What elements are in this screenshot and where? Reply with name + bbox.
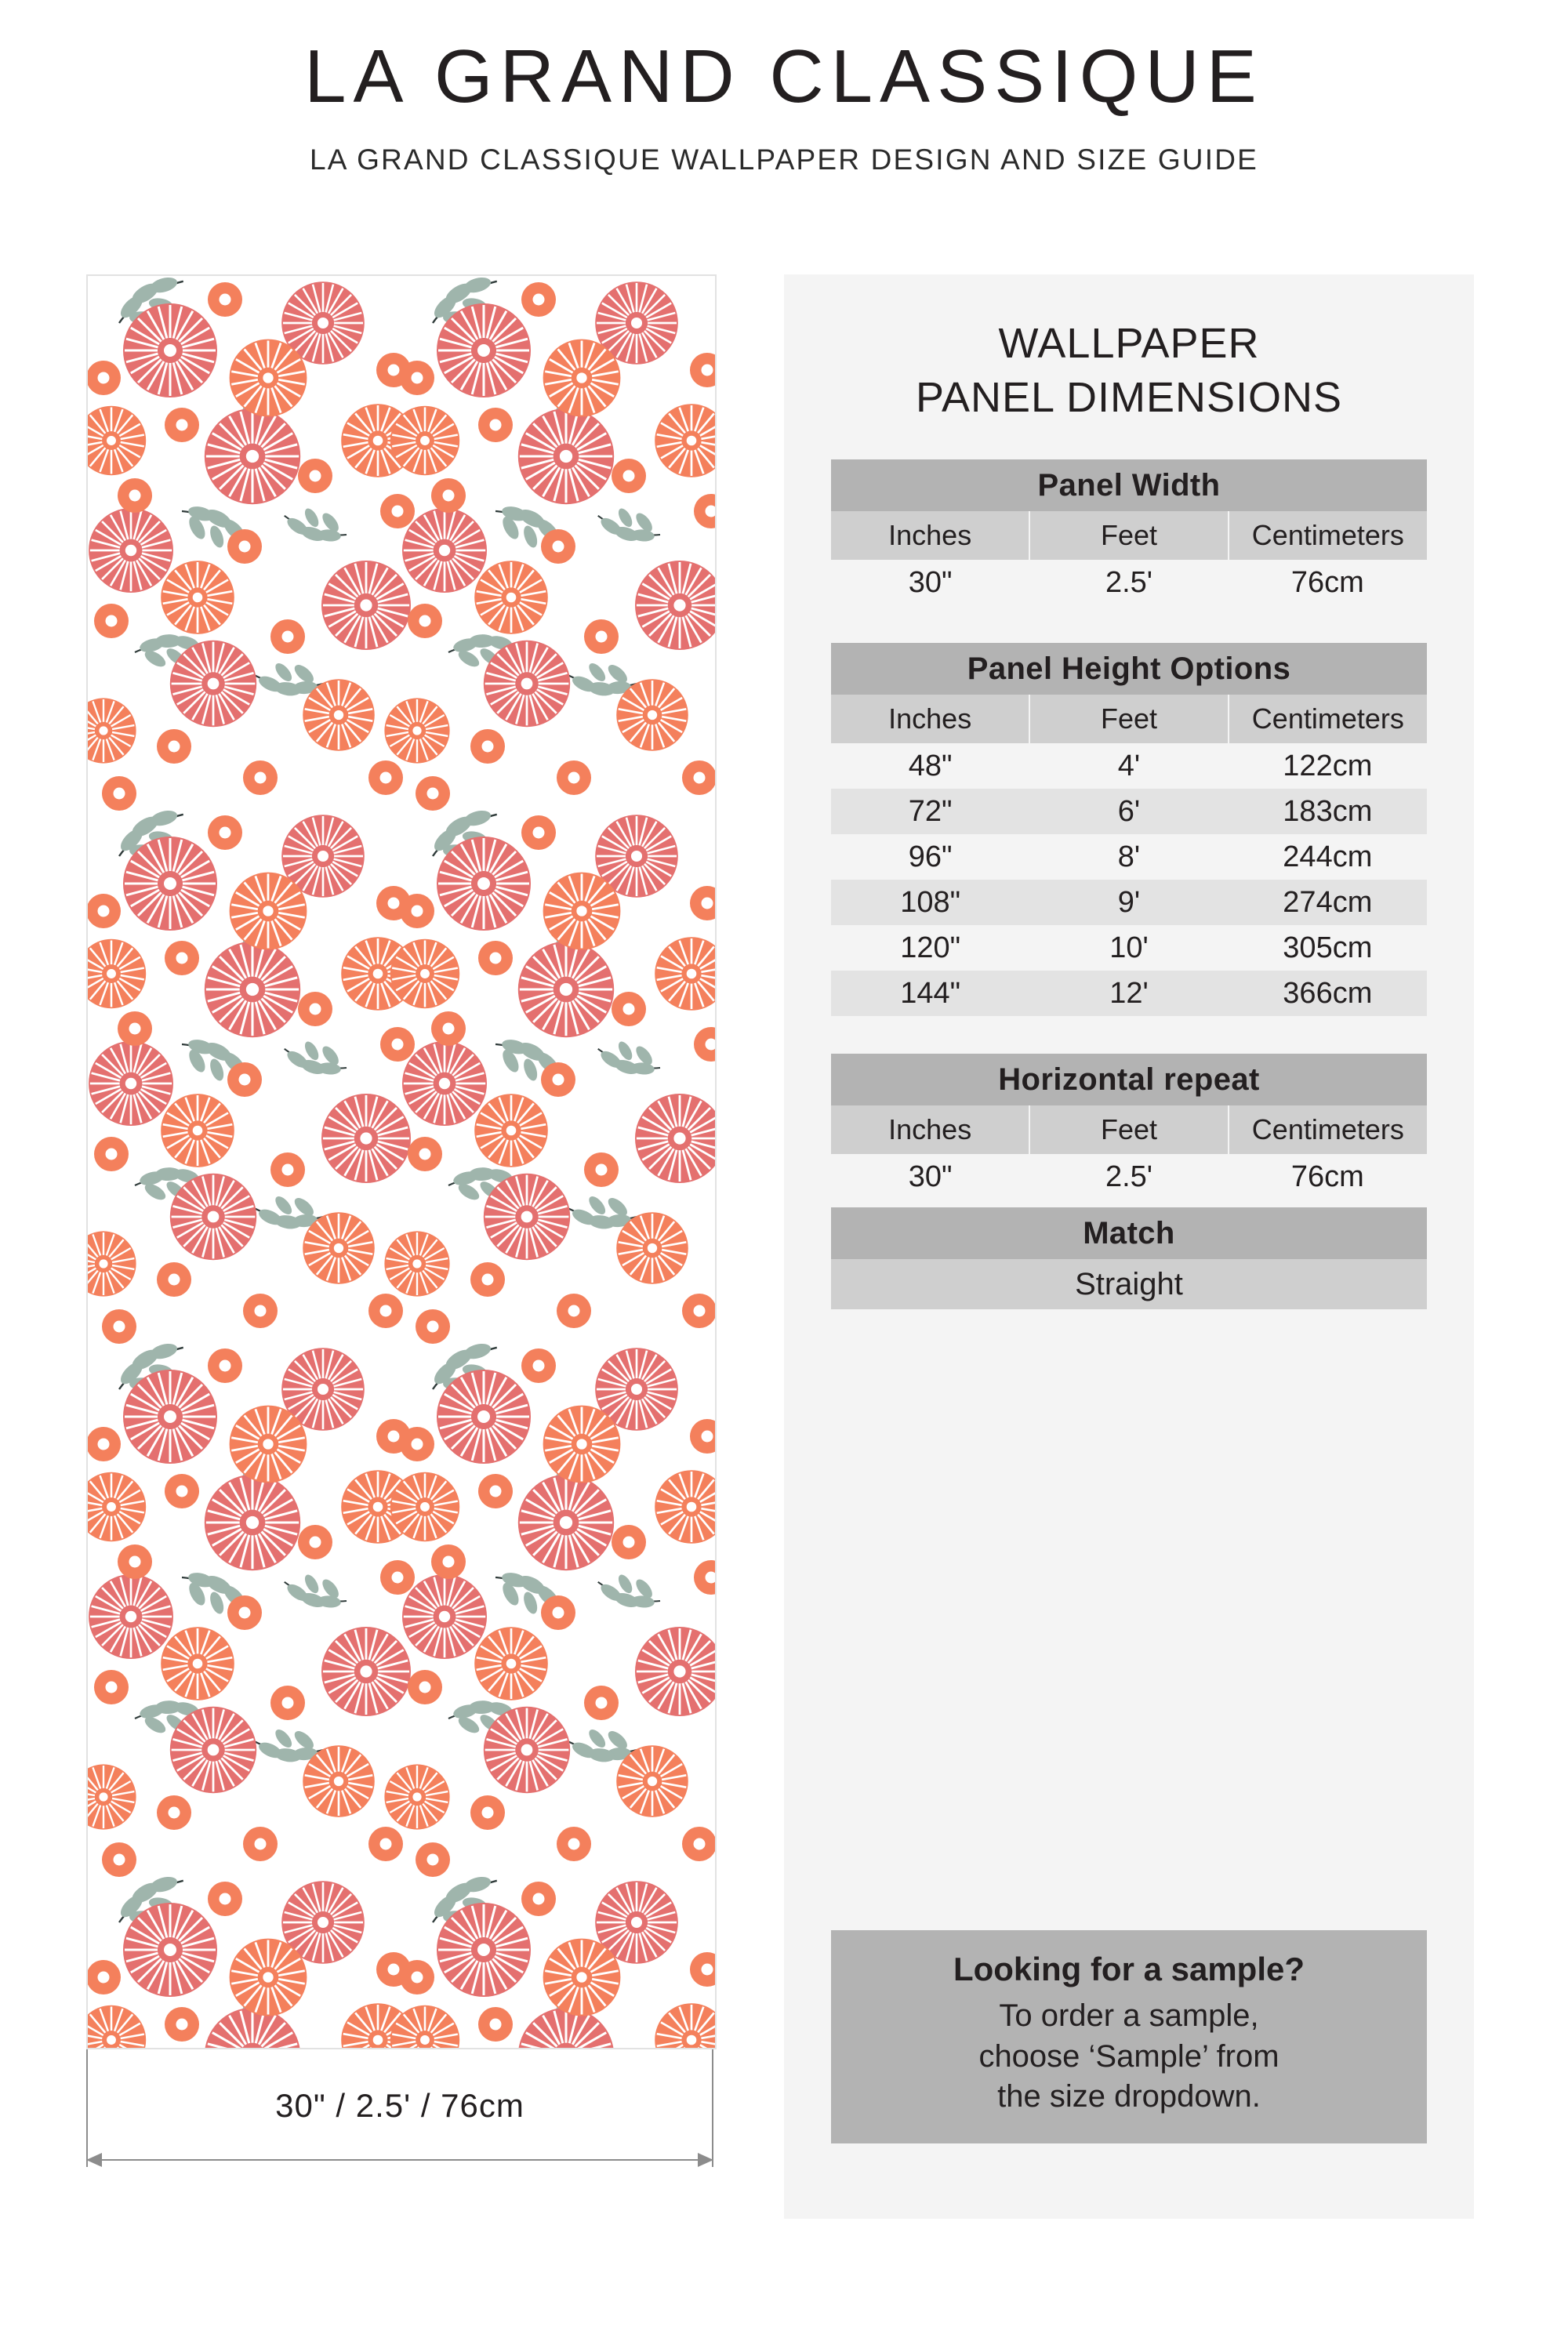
cell-centimeters: 274cm: [1229, 880, 1427, 925]
column-header-feet: Feet: [1029, 1105, 1228, 1154]
column-header-feet: Feet: [1029, 511, 1228, 560]
table-row: [831, 560, 1427, 605]
cell-centimeters: 122cm: [1229, 743, 1427, 789]
match-value: Straight: [831, 1259, 1427, 1309]
table-row: [831, 743, 1427, 789]
page-subtitle: LA GRAND CLASSIQUE WALLPAPER DESIGN AND SIZE GUIDE: [309, 143, 1258, 176]
panel-dimensions-card: [784, 274, 1474, 2219]
column-header-feet: Feet: [1029, 695, 1228, 743]
cell-centimeters: 305cm: [1229, 925, 1427, 971]
page-header: [0, 0, 1568, 176]
cell-feet: 2.5': [1029, 560, 1228, 605]
cell-inches: 72": [831, 789, 1029, 834]
cell-feet: 9': [1029, 880, 1228, 925]
cell-centimeters: 76cm: [1229, 560, 1427, 605]
measure-label: 30" / 2.5' / 76cm: [275, 2087, 524, 2124]
cell-inches: 96": [831, 834, 1029, 880]
cell-feet: 4': [1029, 743, 1228, 789]
panel-height-table: [831, 643, 1427, 1016]
cell-feet: 2.5': [1029, 1154, 1228, 1200]
column-header-centimeters: Centimeters: [1229, 1105, 1427, 1154]
sample-title: Looking for a sample?: [953, 1951, 1305, 1988]
sample-line-2: choose ‘Sample’ from: [978, 2038, 1279, 2074]
wallpaper-pattern-preview: [86, 274, 717, 2049]
table-row: [831, 789, 1427, 834]
sample-line-1: To order a sample,: [999, 1998, 1259, 2034]
section-spacer: [831, 605, 1427, 643]
section-spacer-small: [831, 1200, 1427, 1207]
page-title: LA GRAND CLASSIQUE: [304, 34, 1264, 118]
table-row: [831, 925, 1427, 971]
horizontal-repeat-heading: Horizontal repeat: [831, 1054, 1427, 1105]
section-spacer: [831, 1016, 1427, 1054]
table-row: [831, 880, 1427, 925]
content-area: [0, 259, 1568, 2266]
column-header-inches: Inches: [831, 695, 1029, 743]
wallpaper-swatch-section: [86, 274, 713, 2190]
cell-inches: 30": [831, 1154, 1029, 1200]
table-row: [831, 1154, 1427, 1200]
column-header-inches: Inches: [831, 511, 1029, 560]
cell-inches: 120": [831, 925, 1029, 971]
cell-feet: 6': [1029, 789, 1228, 834]
panel-width-table: [831, 459, 1427, 605]
cell-centimeters: 183cm: [1229, 789, 1427, 834]
measure-arrow-right-icon: [698, 2153, 713, 2167]
match-table: [831, 1207, 1427, 1309]
cell-centimeters: 244cm: [1229, 834, 1427, 880]
sample-info-box: [831, 1930, 1427, 2143]
match-heading: Match: [831, 1207, 1427, 1259]
panel-title-line-2: PANEL DIMENSIONS: [915, 374, 1343, 422]
panel-height-heading: Panel Height Options: [831, 643, 1427, 695]
width-measurement: [86, 2049, 713, 2190]
cell-feet: 10': [1029, 925, 1228, 971]
cell-inches: 30": [831, 560, 1029, 605]
cell-feet: 8': [1029, 834, 1228, 880]
column-header-centimeters: Centimeters: [1229, 695, 1427, 743]
panel-dimensions-title: [831, 317, 1427, 425]
table-row: [831, 971, 1427, 1016]
horizontal-repeat-table: [831, 1054, 1427, 1200]
column-header-centimeters: Centimeters: [1229, 511, 1427, 560]
cell-inches: 144": [831, 971, 1029, 1016]
panel-width-columns: [831, 511, 1427, 560]
cell-centimeters: 366cm: [1229, 971, 1427, 1016]
table-row: [831, 834, 1427, 880]
panel-width-heading: Panel Width: [831, 459, 1427, 511]
panel-title-line-1: WALLPAPER: [998, 320, 1260, 367]
measure-arrow-line: [86, 2159, 713, 2161]
measure-arrow-left-icon: [86, 2153, 102, 2167]
column-header-inches: Inches: [831, 1105, 1029, 1154]
panel-height-columns: [831, 695, 1427, 743]
cell-centimeters: 76cm: [1229, 1154, 1427, 1200]
cell-inches: 108": [831, 880, 1029, 925]
cell-feet: 12': [1029, 971, 1228, 1016]
sample-line-3: the size dropdown.: [997, 2078, 1261, 2114]
horizontal-repeat-columns: [831, 1105, 1427, 1154]
cell-inches: 48": [831, 743, 1029, 789]
